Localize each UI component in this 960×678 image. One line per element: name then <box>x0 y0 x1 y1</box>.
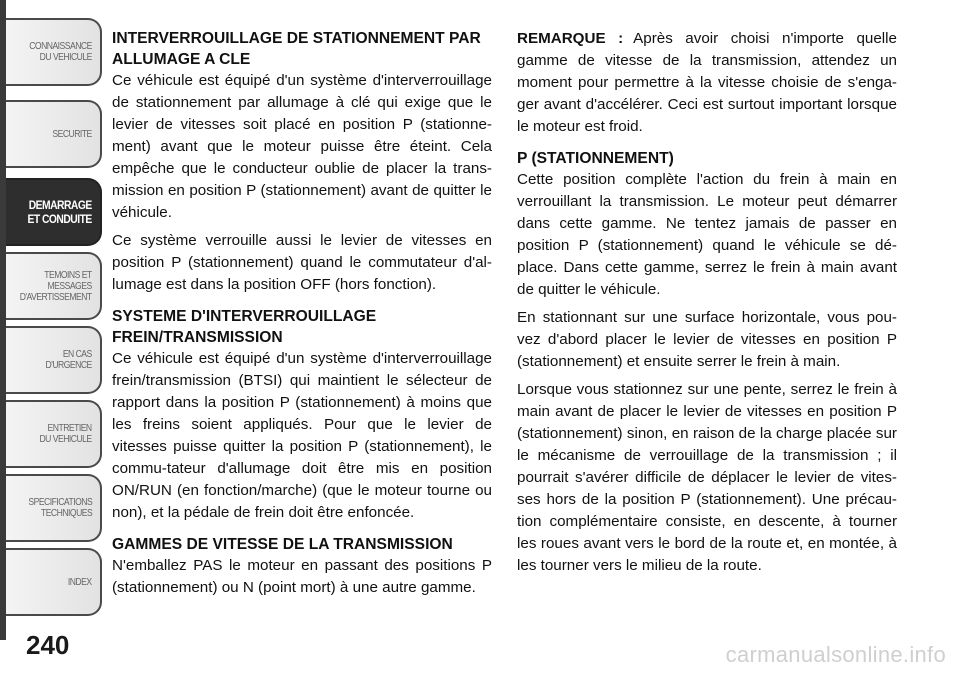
tab-connaissance-du-vehicule[interactable] <box>6 18 102 86</box>
tab-securite[interactable] <box>6 100 102 168</box>
left-column <box>112 28 492 605</box>
remark-label: REMARQUE : <box>517 30 624 47</box>
sidebar-rail <box>0 0 6 640</box>
remark-paragraph <box>517 28 897 138</box>
right-column <box>517 28 897 583</box>
watermark: carmanualsonline.info <box>725 642 946 667</box>
tab-specifications-techniques[interactable] <box>6 474 102 542</box>
tab-label: INDEX <box>68 576 92 588</box>
tab-label: CONNAISSANCE DU VEHICULE <box>29 41 92 63</box>
paragraph: Cette position complète l'action du frein à main en verrouillant la transmission. Le moteur peut démarrer dans cette gamme. Ne tentez jamais de passer en position P (stationnement) quand le véhicule se dé-place. Dans cette gamme, serrez le frein à main avant de quitter le véhicule. <box>517 171 897 298</box>
tab-label: ENTRETIEN DU VEHICULE <box>39 423 92 445</box>
heading-park: P (STATIONNEMENT) <box>517 150 674 167</box>
paragraph: En stationnant sur une surface horizontale, vous pou-vez d'abord placer le levier de vitesses en position P (stationnement) et ensuite serrer le frein à main. <box>517 309 897 370</box>
heading-transmission-ranges: GAMMES DE VITESSE DE LA TRANSMISSION <box>112 536 453 553</box>
heading-btsi: SYSTEME D'INTERVERROUILLAGE FREIN/TRANSMISSION <box>112 308 377 346</box>
tab-index[interactable] <box>6 548 102 616</box>
paragraph: Ce véhicule est équipé d'un système d'interverrouillage de stationnement par allumage à clé qui exige que le levier de vitesses soit placé en position P (stationne-ment) avant que le moteur puisse être éteint. Cela empêche que le conducteur oublie de placer la trans-mission en position P (stationnement) avant de quitter le véhicule. <box>112 72 492 221</box>
tab-label: SPECIFICATIONS TECHNIQUES <box>28 497 92 519</box>
page-number: 240 <box>26 630 70 660</box>
heading-key-park-interlock: INTERVERROUILLAGE DE STATIONNEMENT PAR ALLUMAGE A CLE <box>112 30 481 68</box>
remark-text: Après avoir choisi n'importe quelle gamme de vitesse de la transmission, attendez un moment pour permettre à la vitesse choisie de s'enga-ger avant d'accélérer. Ceci est surtout important lorsque le moteur est froid. <box>517 30 898 135</box>
tab-entretien-du-vehicule[interactable] <box>6 400 102 468</box>
paragraph: Ce véhicule est équipé d'un système d'interverrouillage frein/transmission (BTSI) qui maintient le sélecteur de rapport dans la position P (stationnement) à moins que les freins soient appliqués. Pour que le levier de vitesses puisse quitter la position P (stationnement), le commu-tateur d'allumage doit être mis en position ON/RUN (en fonction/marche) (que le moteur tourne ou non), et la pédale de frein doit être enfoncée. <box>112 350 492 521</box>
paragraph: N'emballez PAS le moteur en passant des positions P (stationnement) ou N (point mort) à une autre gamme. <box>112 557 492 596</box>
paragraph: Lorsque vous stationnez sur une pente, serrez le frein à main avant de placer le levier de vitesses en position P (stationnement) sinon, en raison de la charge placée sur le mécanisme de verrouillage de la transmission ; il pourrait s'avérer difficile de déplacer le levier de vites-ses hors de la position P (stationnement). Une précau-tion complémentaire consiste, en descente, à tourner les roues avant vers le bord de la route et, en montée, à les tourner vers le milieu de la route. <box>517 381 897 574</box>
tab-en-cas-d-urgence[interactable] <box>6 326 102 394</box>
tab-label: EN CAS D'URGENCE <box>45 349 92 371</box>
tab-temoins-et-messages[interactable] <box>6 252 102 320</box>
tab-demarrage-et-conduite[interactable] <box>6 178 102 246</box>
tab-label: SECURITE <box>52 128 92 140</box>
paragraph: Ce système verrouille aussi le levier de vitesses en position P (stationnement) quand le commutateur d'al-lumage est dans la position OFF (hors fonction). <box>112 232 492 293</box>
tab-label: DEMARRAGE ET CONDUITE <box>27 198 92 226</box>
tab-label: TEMOINS ET MESSAGES D'AVERTISSEMENT <box>20 269 92 303</box>
chapter-sidebar <box>0 0 106 678</box>
